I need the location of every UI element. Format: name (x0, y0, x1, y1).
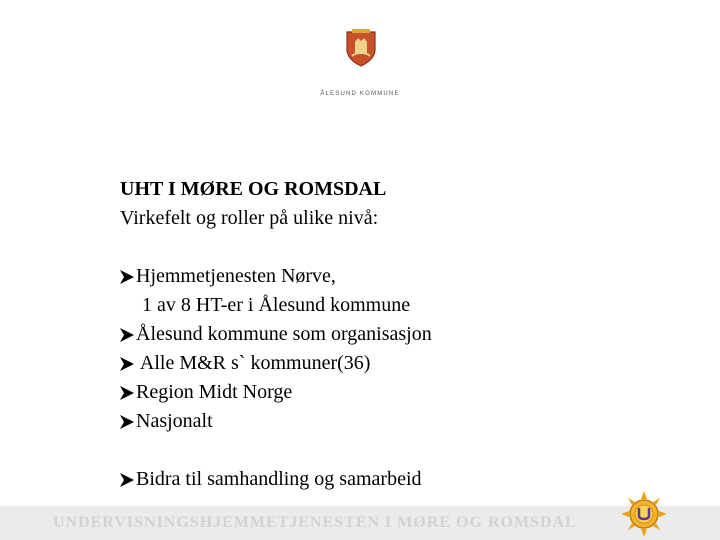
arrow-bullet-icon (120, 349, 136, 378)
arrow-bullet-icon (120, 407, 136, 436)
slide-content (120, 175, 680, 494)
arrow-bullet-icon (120, 378, 136, 407)
arrow-bullet-icon (120, 465, 136, 494)
arrow-bullet-icon (120, 262, 136, 291)
slide-title: UHT I MØRE OG ROMSDAL (120, 178, 387, 200)
sun-emblem-icon (620, 490, 668, 538)
bullet-item (120, 349, 680, 378)
bullet-text: Ålesund kommune som organisasjon (136, 323, 432, 345)
logo-text: ÅLESUND KOMMUNE (320, 91, 400, 97)
bullet-text: Region Midt Norge (136, 381, 293, 403)
bullet-item (120, 465, 680, 494)
slide-subtitle: Virkefelt og roller på ulike nivå: (120, 207, 379, 229)
bullet-item (120, 262, 680, 291)
bullet-text: Nasjonalt (136, 410, 213, 432)
bullet-text: Bidra til samhandling og samarbeid (136, 468, 422, 490)
coat-of-arms-icon (344, 28, 378, 68)
bullet-item (120, 378, 680, 407)
bullet-continuation: 1 av 8 HT-er i Ålesund kommune (142, 294, 411, 316)
footer-text: UNDERVISNINGSHJEMMETJENESTEN I MØRE OG ROMSDAL (53, 514, 577, 531)
header-logo (300, 22, 420, 97)
bullet-text: Alle M&R s` kommuner(36) (136, 352, 371, 374)
bullet-text: Hjemmetjenesten Nørve, (136, 265, 336, 287)
footer-bar (0, 506, 720, 540)
bullet-item (120, 320, 680, 349)
arrow-bullet-icon (120, 320, 136, 349)
bullet-item (120, 407, 680, 436)
